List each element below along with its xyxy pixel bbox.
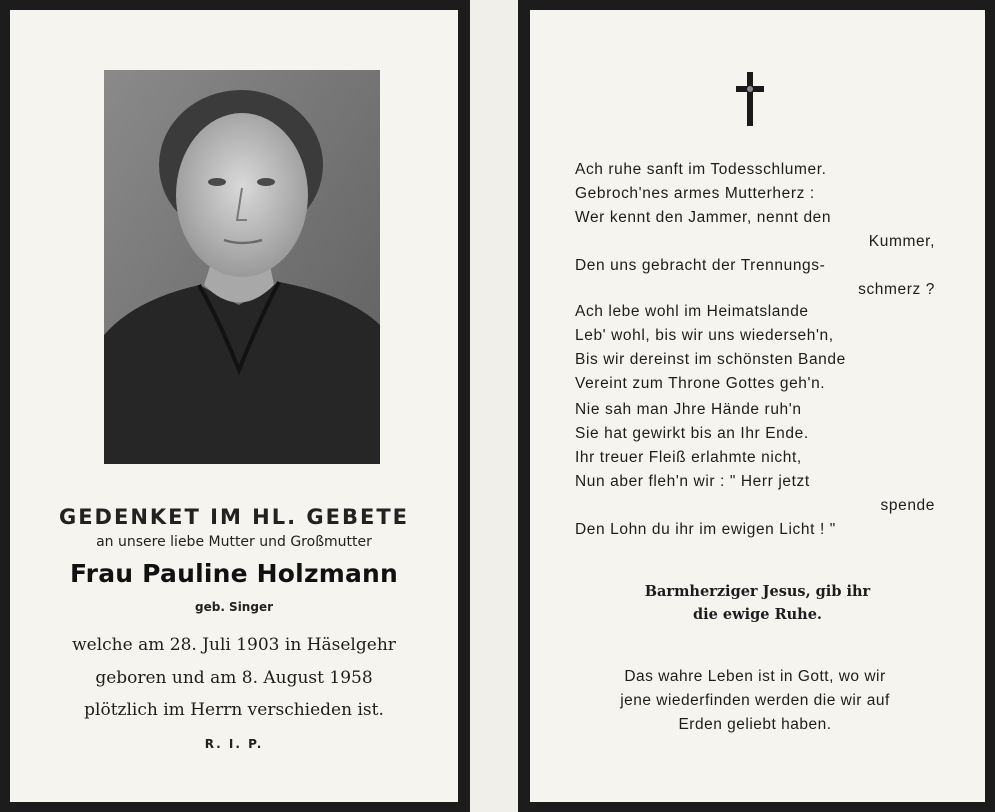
poem-line: Ach lebe wohl im Heimatslande <box>575 303 809 320</box>
prayer-line: die ewige Ruhe. <box>693 606 822 623</box>
poem-line: Leb' wohl, bis wir uns wiederseh'n, <box>575 327 834 344</box>
life-line: welche am 28. Juli 1903 in Häselgehr <box>72 635 396 655</box>
page-gutter <box>470 0 518 812</box>
poem-line: Vereint zum Throne Gottes geh'n. <box>575 375 826 392</box>
memorial-card-back <box>530 10 985 802</box>
deceased-name: Frau Pauline Holzmann <box>69 559 399 588</box>
poem-line: Den Lohn du ihr im ewigen Licht ! " <box>575 521 836 538</box>
closing-line: Das wahre Leben ist in Gott, wo wir <box>624 668 886 685</box>
rip-text: R. I. P. <box>204 737 264 751</box>
poem-line: Kummer, <box>868 233 935 250</box>
heading-gedenket: GEDENKET IM HL. GEBETE <box>58 505 410 529</box>
closing-line: jene wiederfinden werden die wir auf <box>620 692 890 709</box>
poem-stanza <box>575 398 935 542</box>
life-line: plötzlich im Herrn verschieden ist. <box>84 700 384 720</box>
poem-line: Bis wir dereinst im schönsten Bande <box>575 351 846 368</box>
poem-line: Gebroch'nes armes Mutterherz : <box>575 185 815 202</box>
poem-line: Nun aber fleh'n wir : " Herr jetzt <box>575 473 810 490</box>
poem-line: Den uns gebracht der Trennungs- <box>575 257 826 274</box>
closing-line: Erden geliebt haben. <box>678 716 832 733</box>
closing-text <box>575 665 935 737</box>
poem-line: spende <box>880 497 935 514</box>
cross-icon <box>736 72 764 126</box>
poem-line: schmerz ? <box>858 281 935 298</box>
poem-line: Ach ruhe sanft im Todesschlumer. <box>575 161 827 178</box>
portrait-image <box>104 70 380 464</box>
memorial-card-front <box>10 10 458 802</box>
life-line: geboren und am 8. August 1958 <box>95 668 373 688</box>
portrait-photo <box>104 70 380 464</box>
maiden-name: geb. Singer <box>195 600 273 614</box>
poem-line: Wer kennt den Jammer, nennt den <box>575 209 832 226</box>
heading-subtitle: an unsere liebe Mutter und Großmutter <box>96 534 372 550</box>
prayer-text <box>530 580 985 626</box>
poem-stanza <box>575 158 935 302</box>
prayer-line: Barmherziger Jesus, gib ihr <box>644 583 871 600</box>
poem-line: Nie sah man Jhre Hände ruh'n <box>575 401 802 418</box>
poem-stanza <box>575 300 935 396</box>
poem-line: Sie hat gewirkt bis an Ihr Ende. <box>575 425 809 442</box>
poem-line: Ihr treuer Fleiß erlahmte nicht, <box>575 449 802 466</box>
